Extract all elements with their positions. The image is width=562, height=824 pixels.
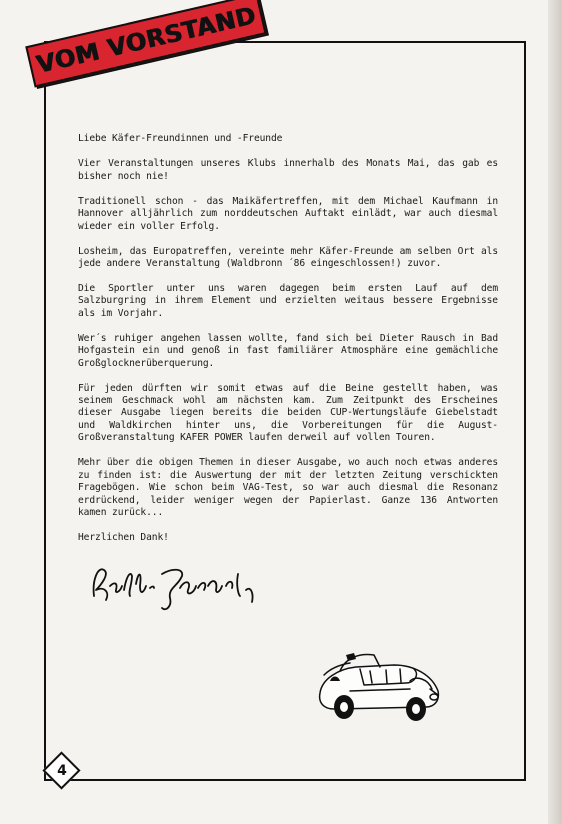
letter-paragraph: Losheim, das Europatreffen, vereinte mehr Käfer-Freunde am selben Ort als jede andere Veranstaltung (Waldbronn ´86 eingeschlossen!) zuvor. [78,245,498,270]
page-number: 4 [57,763,67,779]
page-edge [548,0,562,824]
letter-closing: Herzlichen Dank! [78,531,169,543]
letter-paragraph: Wer´s ruhiger angehen lassen wollte, fand sich bei Dieter Rausch in Bad Hofgastein ein und genoß in fast familiärer Atmosphäre eine gemächliche Großglocknerüberquerung. [78,332,498,369]
letter-paragraph: Für jeden dürften wir somit etwas auf die Beine gestellt haben, was seinem Geschmack wohl am nächsten kam. Zum Zeitpunkt des Erscheines dieser Ausgabe liegen bereits die beiden CUP-Wertungsläufe Giebelstadt und Waldkirchen hinter uns, die Vorbereitungen für die August-Großveranstaltung KAFER POWER laufen derweil auf vollen Touren. [78,382,498,444]
section-title: VOM VORSTAND [33,1,259,80]
letter-paragraph: Die Sportler unter uns waren dagegen beim ersten Lauf auf dem Salzburgring in ihrem Element und erzielten weitaus bessere Ergebnisse als im Vorjahr. [78,283,498,319]
letter-body [78,133,498,557]
letter-paragraph: Traditionell schon - das Maikäfertreffen, mit dem Michael Kaufmann in Hannover alljährlich zum norddeutschen Auftakt einlädt, war auch diesmal wieder ein voller Erfolg. [78,195,498,232]
signature [88,556,288,616]
letter-paragraph: Mehr über die obigen Themen in dieser Ausgabe, wo auch noch etwas anderes zu finden ist: die Auswertung der mit der letzten Zeitung verschickten Fragebögen. Wie schon beim VAG-Test, so war auch diesmal die Resonanz erdrückend, leider weniger wegen der Papierlast. Ganze 136 Antworten kamen zurück... [78,457,498,518]
letter-greeting: Liebe Käfer-Freundinnen und -Freunde [78,133,283,144]
beetle-cabriolet-illustration [310,645,450,725]
letter-paragraph: Vier Veranstaltungen unseres Klubs innerhalb des Monats Mai, das gab es bisher noch nie! [78,158,498,182]
page-number-badge [41,750,83,792]
